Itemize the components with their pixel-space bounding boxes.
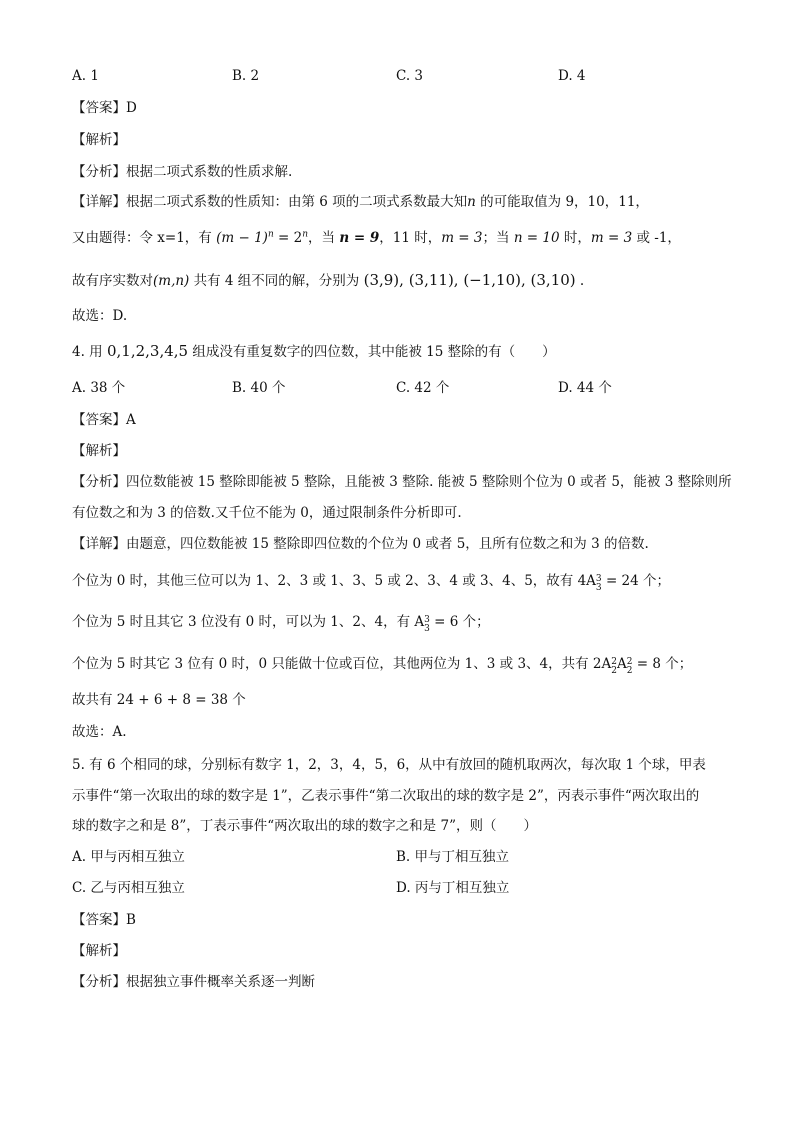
q4-option-a: A. 38 个: [72, 380, 126, 396]
q4-case1-coef: 4: [577, 573, 587, 589]
q4-case2-A: A: [414, 614, 425, 630]
q3-answer: 【答案】D: [72, 100, 137, 116]
q4-case1-A: A: [586, 573, 596, 589]
q3-option-c: C. 3: [396, 68, 424, 84]
q4-case3-scripts-2: 2 2: [626, 657, 633, 676]
q4-choice: 故选：A.: [72, 724, 127, 740]
q3-choice: 故选：D.: [72, 308, 128, 324]
q4-case3-scripts-1: 2 2: [611, 657, 617, 676]
q3-formula-eq: = 2: [273, 230, 303, 246]
q3-n9: n = 9: [339, 230, 380, 246]
q4-case3-coef: 2: [592, 656, 602, 672]
q3-line2-f: 或 -1，: [632, 230, 681, 246]
q3-option-b: B. 2: [232, 68, 260, 84]
q4-total: 故共有 24 + 6 + 8 = 38 个: [72, 692, 246, 708]
q3-derivation-line: [72, 228, 681, 248]
q3-solutions-line: [72, 270, 584, 291]
q4-case3-A1: A: [601, 656, 612, 672]
q3-line2-b: ，当: [308, 230, 340, 246]
q3-option-d: D. 4: [558, 68, 586, 84]
q3-line2-d: ；当: [482, 230, 514, 246]
q4-case3-A2: A: [617, 656, 627, 672]
q4-stem-a: 4. 用: [72, 344, 107, 360]
q4-digits: 0,1,2,3,4,5: [106, 342, 189, 360]
q4-analysis-label: 【解析】: [72, 443, 126, 459]
q4-case-2: [72, 612, 490, 634]
q3-formula-base: (m − 1): [216, 230, 268, 246]
q3-line2-e: 时，: [559, 230, 591, 246]
q3-analysis-summary: 【分析】根据二项式系数的性质求解.: [72, 164, 293, 180]
q5-option-d: D. 丙与丁相互独立: [396, 880, 510, 896]
q3-detail-suffix: 的可能取值为 9，10，11，: [475, 194, 649, 210]
q4-option-c: C. 42 个: [396, 380, 450, 396]
q3-pair: (m,n): [153, 273, 190, 289]
q3-m-values: m = 3: [590, 230, 633, 246]
q3-option-a: A. 1: [72, 68, 99, 84]
q3-detail-n: n: [467, 194, 476, 210]
q3-m3: m = 3: [441, 230, 483, 246]
q5-option-a: A. 甲与丙相互独立: [72, 849, 185, 865]
q4-case1-text: 个位为 0 时，其他三位可以为 1、2、3 或 1、3、5 或 2、3、4 或 3、4、5，故有: [72, 573, 578, 589]
q3-line2-a: 又由题得：令 x=1，有: [72, 230, 217, 246]
q4-stem: [72, 341, 556, 362]
q3-solutions: (3,9), (3,11), (−1,10), (3,10): [363, 271, 576, 289]
q3-n10: n = 10: [513, 230, 560, 246]
q4-case2-scripts: 3 3: [424, 615, 430, 634]
q3-formula-exp2: n: [302, 229, 309, 240]
q3-detail-line: [72, 192, 649, 212]
q5-stem-line-2: 示事件“第一次取出的球的数字是 1”，乙表示事件“第二次取出的球的数字是 2”，丙表示事件“两次取出的: [72, 788, 700, 804]
q5-stem-line-1: 5. 有 6 个相同的球，分别标有数字 1，2，3，4，5，6，从中有放回的随机取两次，每次取 1 个球，甲表: [72, 757, 706, 773]
q4-case3-text: 个位为 5 时其它 3 位有 0 时，0 只能做十位或百位，其他两位为 1、3 或 3、4，共有: [72, 656, 593, 672]
q4-case2-result: = 6 个；: [429, 614, 490, 630]
q3-line3-b: 共有 4 组不同的解，分别为: [189, 273, 364, 289]
q4-option-d: D. 44 个: [558, 380, 612, 396]
q4-detail: 【详解】由题意，四位数能被 15 整除即四位数的个位为 0 或者 5，且所有位数之和为 3 的倍数.: [72, 536, 649, 552]
q3-detail-prefix: 【详解】根据二项式系数的性质知：由第 6 项的二项式系数最大知: [72, 194, 468, 210]
q3-analysis-label: 【解析】: [72, 132, 126, 148]
q5-option-c: C. 乙与丙相互独立: [72, 880, 185, 896]
q3-formula-exp1: n: [267, 229, 274, 240]
q3-line3-a: 故有序实数对: [72, 273, 153, 289]
q4-case-1: [72, 571, 670, 593]
q5-analysis-label: 【解析】: [72, 943, 126, 959]
q4-case3-result: = 8 个；: [632, 656, 693, 672]
q5-analysis-summary: 【分析】根据独立事件概率关系逐一判断: [72, 974, 315, 990]
q4-answer: 【答案】A: [72, 412, 136, 428]
q5-option-b: B. 甲与丁相互独立: [396, 849, 510, 865]
q4-option-b: B. 40 个: [232, 380, 286, 396]
q4-stem-b: 组成没有重复数字的四位数，其中能被 15 整除的有（ ）: [188, 344, 556, 360]
q4-analysis-line-1: 【分析】四位数能被 15 整除即能被 5 整除，且能被 3 整除. 能被 5 整除则个位为 0 或者 5，能被 3 整除则所: [72, 474, 732, 490]
q4-case1-result: = 24 个；: [601, 573, 671, 589]
q5-answer: 【答案】B: [72, 912, 136, 928]
q4-case-3: [72, 654, 692, 676]
q3-line3-c: .: [575, 273, 585, 289]
q4-case1-scripts: 3 3: [595, 574, 602, 593]
q4-case2-text: 个位为 5 时且其它 3 位没有 0 时，可以为 1、2、4，有: [72, 614, 415, 630]
q4-analysis-line-2: 有位数之和为 3 的倍数.又千位不能为 0，通过限制条件分析即可.: [72, 505, 462, 521]
q3-line2-c: ，11 时，: [379, 230, 442, 246]
q5-stem-line-3: 球的数字之和是 8”，丁表示事件“两次取出的球的数字之和是 7”，则（ ）: [72, 818, 537, 834]
